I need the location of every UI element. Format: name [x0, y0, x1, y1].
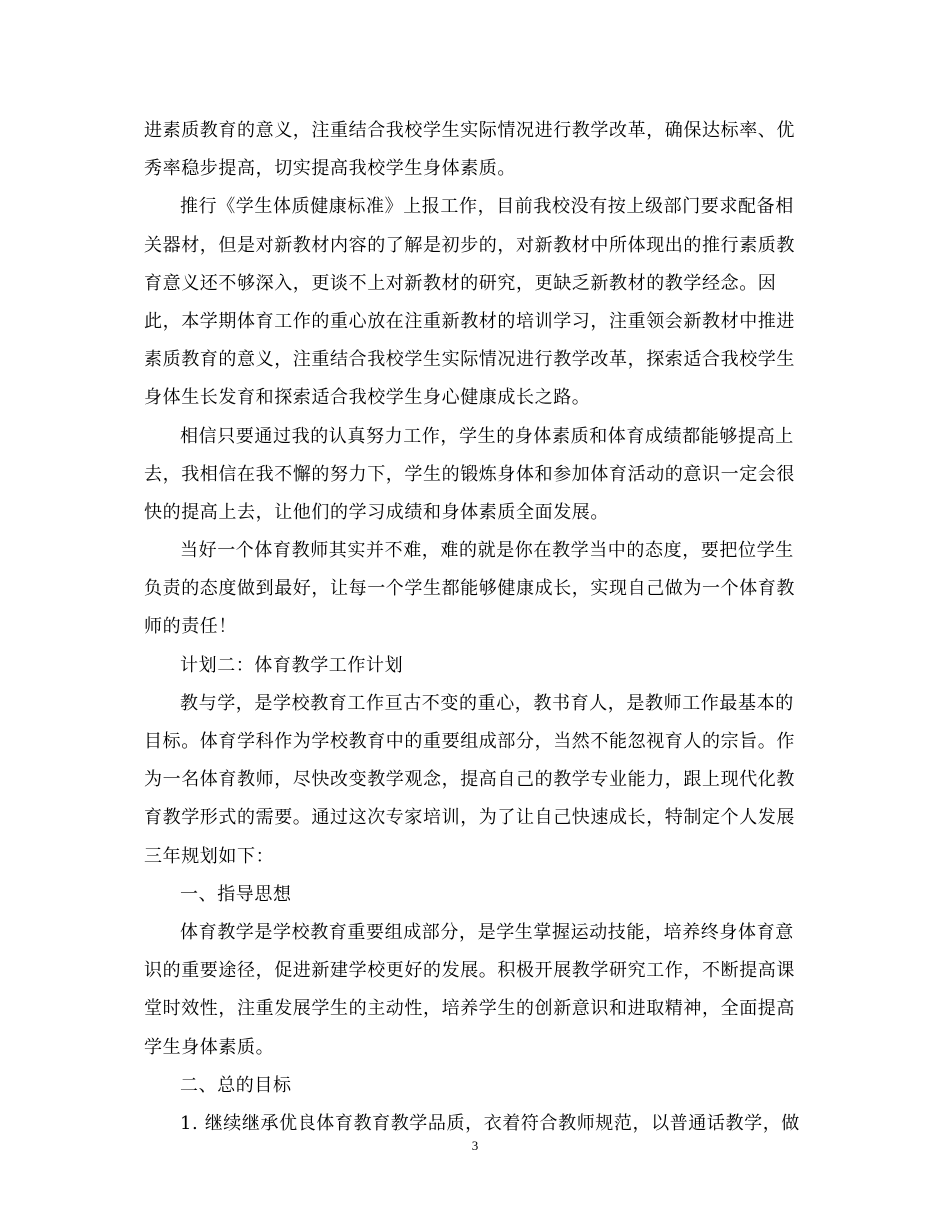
- text-line: 进素质教育的意义，注重结合我校学生实际情况进行教学改革，确保达标率、优: [144, 120, 795, 141]
- text-line: 为一名体育教师，尽快改变教学观念，提高自己的教学专业能力，跟上现代化教: [144, 769, 795, 791]
- text-line: 识的重要途径，促进新建学校更好的发展。积极开展教学研究工作，不断提高课: [144, 960, 795, 982]
- page-number: 3: [471, 1138, 479, 1153]
- text-line: 负责的态度做到最好，让每一个学生都能够健康成长，实现自己做为一个体育教: [144, 578, 795, 600]
- text-line: 秀率稳步提高，切实提高我校学生身体素质。: [144, 158, 516, 180]
- text-line: 二、总的目标: [180, 1074, 292, 1096]
- document-body: [144, 112, 800, 1143]
- text-line: 体育教学是学校教育重要组成部分，是学生掌握运动技能，培养终身体育意: [180, 921, 794, 943]
- text-line: 三年规划如下：: [144, 845, 275, 867]
- text-line: 教与学，是学校教育工作亘古不变的重心，教书育人，是教师工作最基本的: [180, 692, 794, 714]
- text-line: 学生身体素质。: [144, 1036, 275, 1058]
- text-line: 1. 继续继承优良体育教育教学品质，衣着符合教师规范，以普通话教学，做: [180, 1112, 800, 1134]
- text-line: 目标。体育学科作为学校教育中的重要组成部分，当然不能忽视育人的宗旨。作: [144, 731, 795, 752]
- text-line: 堂时效性，注重发展学生的主动性，培养学生的创新意识和进取精神，全面提高: [144, 998, 795, 1020]
- text-line: 育意义还不够深入，更谈不上对新教材的研究，更缺乏新教材的教学经念。因: [144, 272, 777, 294]
- text-line: 推行《学生体质健康标准》上报工作，目前我校没有按上级部门要求配备相: [180, 196, 794, 218]
- text-line: 一、指导思想: [180, 883, 292, 905]
- text-line: 素质教育的意义，注重结合我校学生实际情况进行教学改革，探索适合我校学生: [144, 349, 795, 371]
- text-line: 身体生长发育和探索适合我校学生身心健康成长之路。: [144, 387, 591, 409]
- text-line: 当好一个体育教师其实并不难，难的就是你在教学当中的态度，要把位学生: [180, 540, 794, 562]
- text-line: 去，我相信在我不懈的努力下，学生的锻炼身体和参加体育活动的意识一定会很: [144, 463, 795, 485]
- text-line: 计划二：体育教学工作计划: [180, 654, 404, 676]
- text-line: 育教学形式的需要。通过这次专家培训，为了让自己快速成长，特制定个人发展: [144, 807, 795, 829]
- text-line: 此，本学期体育工作的重心放在注重新教材的培训学习，注重领会新教材中推进: [144, 310, 795, 332]
- text-line: 关器材，但是对新教材内容的了解是初步的，对新教材中所体现出的推行素质教: [144, 234, 795, 256]
- text-line: 快的提高上去，让他们的学习成绩和身体素质全面发展。: [144, 501, 609, 523]
- text-line: 相信只要通过我的认真努力工作，学生的身体素质和体育成绩都能够提高上: [180, 425, 794, 447]
- text-line: 师的责任！: [144, 616, 237, 638]
